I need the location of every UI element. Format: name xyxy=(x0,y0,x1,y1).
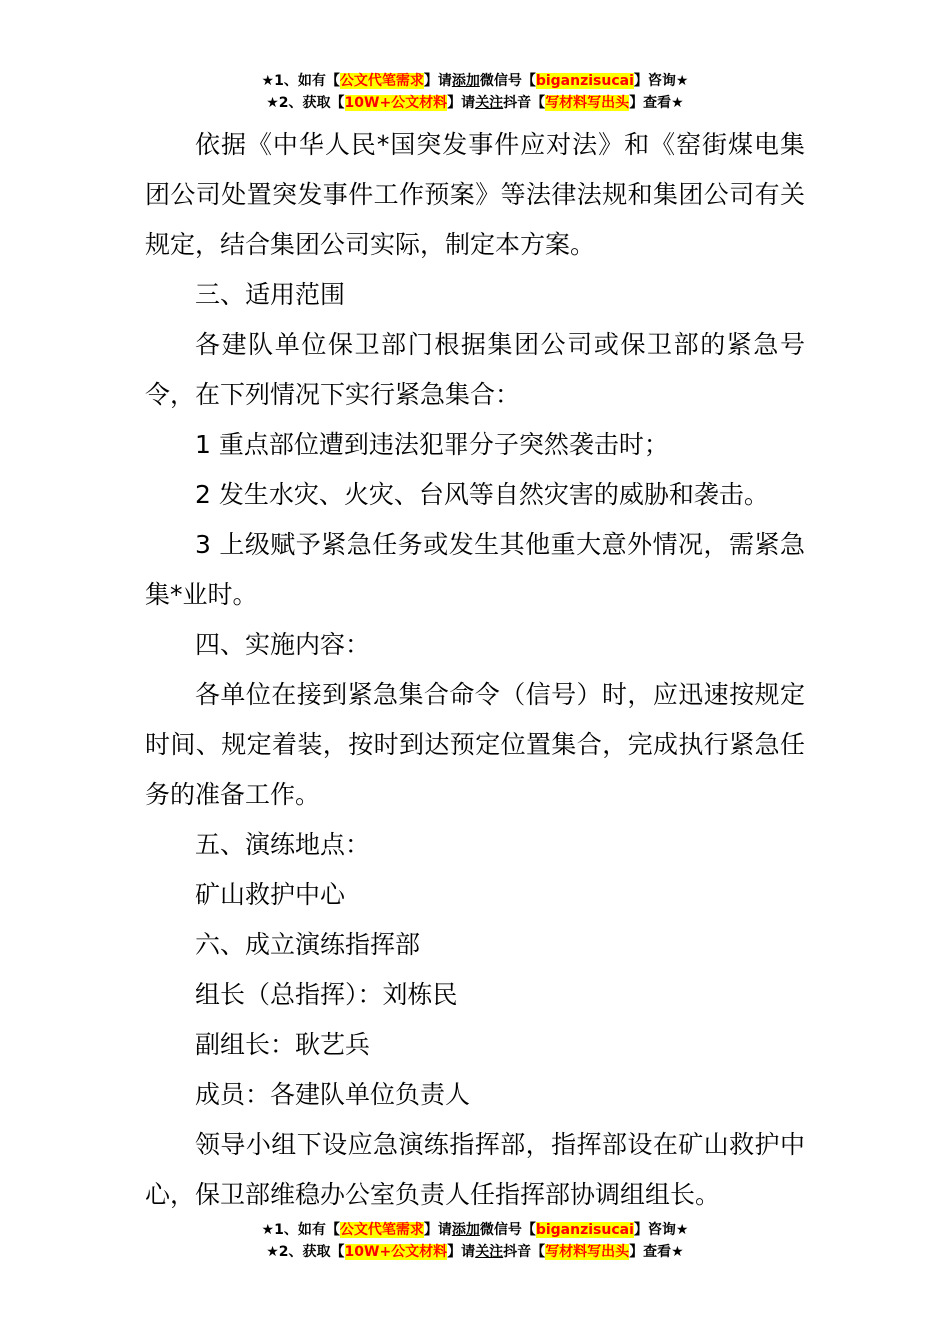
promo-emphasis: 添加 xyxy=(451,73,480,89)
document-body xyxy=(145,120,805,1220)
paragraph-members: 成员：各建队单位负责人 xyxy=(195,1080,471,1109)
promo-emphasis: 关注 xyxy=(475,1244,504,1260)
paragraph-command-center: 领导小组下设应急演练指挥部，指挥部设在矿山救护中心，保卫部维稳办公室负责人任指挥部协调组组长。 xyxy=(145,1130,805,1209)
promo-highlight: biganzisucai xyxy=(535,1222,634,1238)
promo-line-2 xyxy=(0,92,950,114)
section-heading-scope: 三、适用范围 xyxy=(195,280,346,309)
header-promo-banner xyxy=(0,70,950,114)
promo-highlight: 写材料写出头 xyxy=(545,95,630,111)
promo-line-2 xyxy=(0,1241,950,1263)
promo-text: 】请 xyxy=(447,95,476,111)
promo-text: ★2、获取【 xyxy=(266,95,345,111)
paragraph-deputy-leader: 副组长：耿艺兵 xyxy=(195,1030,371,1059)
promo-highlight: biganzisucai xyxy=(535,73,634,89)
paragraph-legal-basis: 依据《中华人民*国突发事件应对法》和《窑街煤电集团公司处置突发事件工作预案》等法律法规和集团公司有关规定，结合集团公司实际，制定本方案。 xyxy=(145,130,805,259)
list-item: 1 重点部位遭到违法犯罪分子突然袭击时； xyxy=(195,430,669,459)
promo-highlight: 10W+公文材料 xyxy=(344,1244,448,1260)
section-heading-command: 六、成立演练指挥部 xyxy=(195,930,421,959)
list-item: 3 上级赋予紧急任务或发生其他重大意外情况，需紧急集*业时。 xyxy=(145,530,805,609)
promo-emphasis: 关注 xyxy=(475,95,504,111)
promo-text: 微信号【 xyxy=(479,73,536,89)
promo-text: 微信号【 xyxy=(479,1222,536,1238)
promo-text: 】请 xyxy=(447,1244,476,1260)
promo-text: 】请 xyxy=(423,73,452,89)
section-heading-implementation: 四、实施内容： xyxy=(195,630,371,659)
promo-text: ★2、获取【 xyxy=(266,1244,345,1260)
promo-line-1 xyxy=(0,70,950,92)
paragraph-scope: 各建队单位保卫部门根据集团公司或保卫部的紧急号令，在下列情况下实行紧急集合： xyxy=(145,330,805,409)
promo-line-1 xyxy=(0,1219,950,1241)
promo-highlight: 写材料写出头 xyxy=(545,1244,630,1260)
promo-text: 】查看★ xyxy=(629,95,684,111)
promo-emphasis: 添加 xyxy=(451,1222,480,1238)
promo-highlight: 公文代笔需求 xyxy=(339,1222,424,1238)
paragraph-implementation: 各单位在接到紧急集合命令（信号）时，应迅速按规定时间、规定着装，按时到达预定位置集合，完成执行紧急任务的准备工作。 xyxy=(145,680,805,809)
promo-text: ★1、如有【 xyxy=(261,1222,340,1238)
promo-text: 】请 xyxy=(423,1222,452,1238)
promo-text: 抖音【 xyxy=(503,95,546,111)
promo-text: 】查看★ xyxy=(629,1244,684,1260)
section-heading-location: 五、演练地点： xyxy=(195,830,371,859)
footer-promo-banner xyxy=(0,1219,950,1263)
paragraph-location: 矿山救护中心 xyxy=(195,880,346,909)
promo-highlight: 公文代笔需求 xyxy=(339,73,424,89)
promo-text: ★1、如有【 xyxy=(261,73,340,89)
promo-text: 】咨询★ xyxy=(633,1222,689,1238)
paragraph-leader: 组长（总指挥）：刘栋民 xyxy=(195,980,458,1009)
promo-text: 】咨询★ xyxy=(633,73,689,89)
promo-highlight: 10W+公文材料 xyxy=(344,95,448,111)
promo-text: 抖音【 xyxy=(503,1244,546,1260)
list-item: 2 发生水灾、火灾、台风等自然灾害的威胁和袭击。 xyxy=(195,480,769,509)
